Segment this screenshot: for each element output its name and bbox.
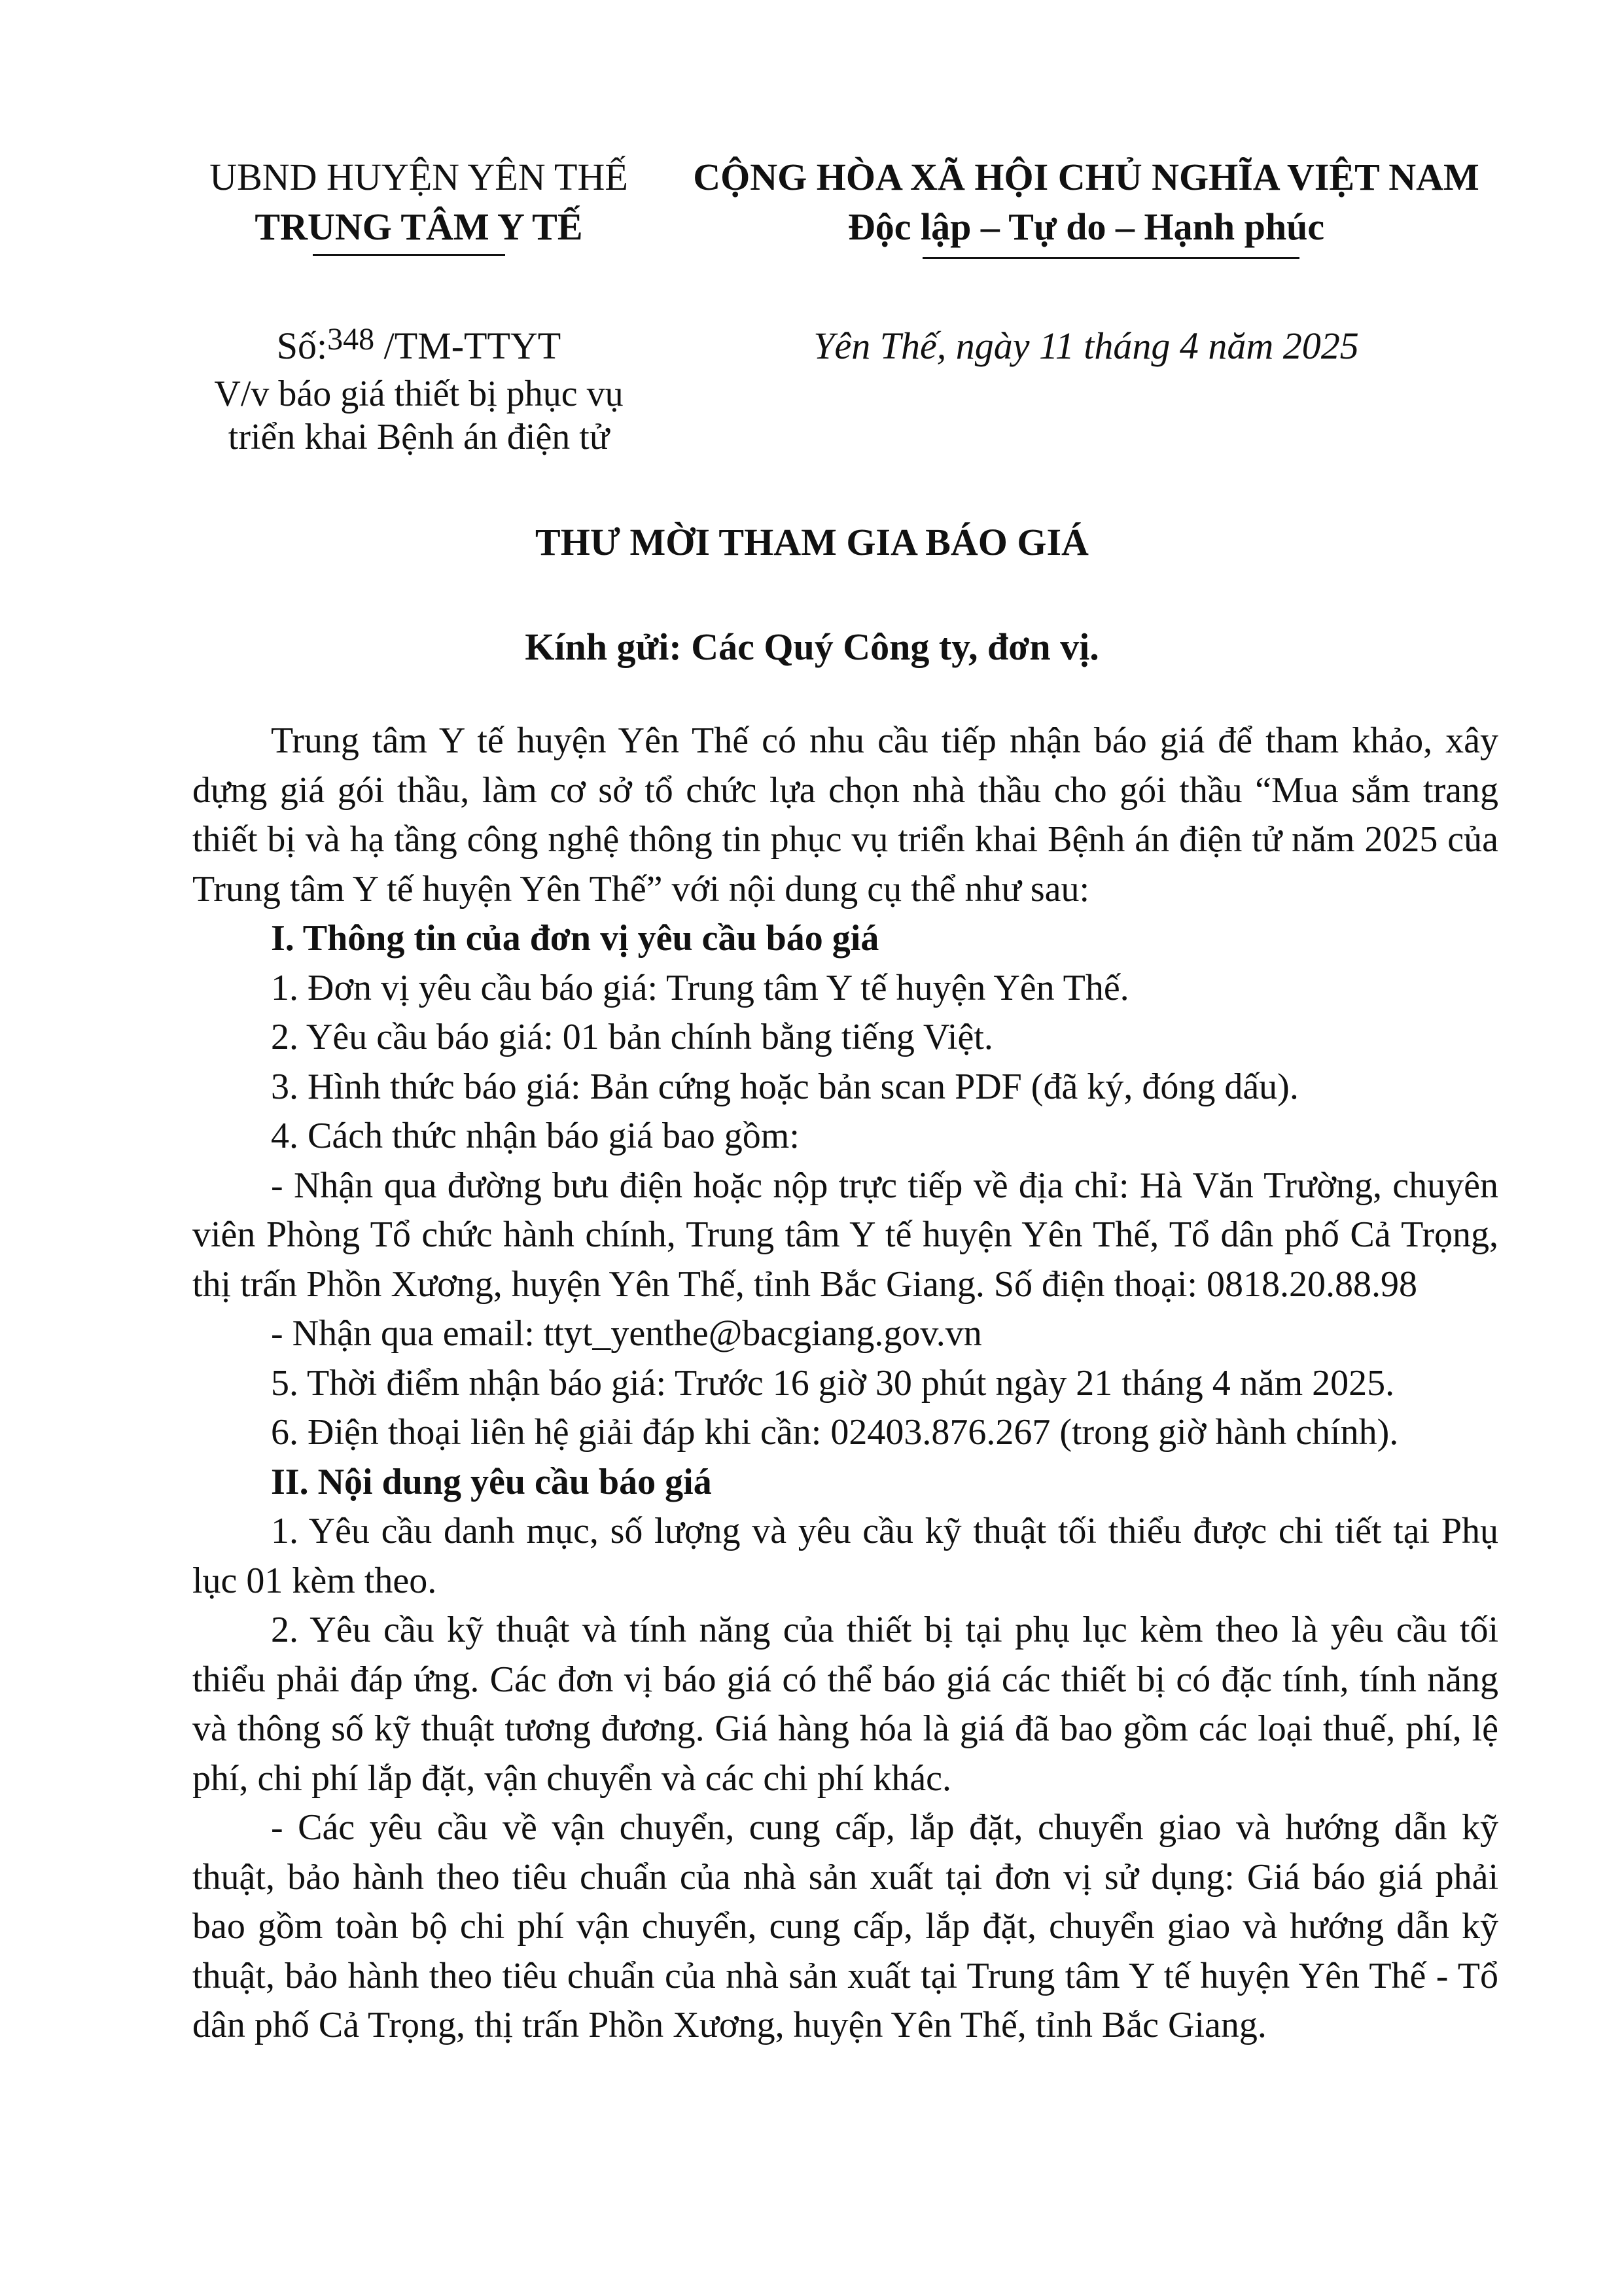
doc-subject-line1: V/v báo giá thiết bị phục vụ [214, 374, 624, 414]
doc-number-suffix: /TM-TTYT [383, 325, 561, 367]
section-2-item-1: 1. Yêu cầu danh mục, số lượng và yêu cầu kỹ thuật tối thiểu được chi tiết tại Phụ lục 01 kèm theo. [192, 1511, 1498, 1601]
agency-unit: TRUNG TÂM Y TẾ [255, 205, 583, 248]
section-2-heading: II. Nội dung yêu cầu báo giá [271, 1461, 712, 1502]
section-1-item-1: 1. Đơn vị yêu cầu báo giá: Trung tâm Y tế huyện Yên Thế. [271, 967, 1129, 1008]
intro-paragraph: Trung tâm Y tế huyện Yên Thế có nhu cầu tiếp nhận báo giá để tham khảo, xây dựng giá gói thầu, làm cơ sở tổ chức lựa chọn nhà thầu cho gói thầu “Mua sắm trang thiết bị và hạ tầng công nghệ thông tin phục vụ triển khai Bệnh án điện tử năm 2025 của Trung tâm Y tế huyện Yên Thế” với nội dung cụ thể như sau: [192, 720, 1498, 910]
recipient-line: Kính gửi: Các Quý Công ty, đơn vị. [525, 626, 1099, 668]
agency-name: UBND HUYỆN YÊN THẾ [209, 156, 628, 198]
agency-underline [313, 254, 505, 256]
section-1-item-3: 3. Hình thức báo giá: Bản cứng hoặc bản scan PDF (đã ký, đóng dấu). [271, 1066, 1299, 1107]
place-date: Yên Thế, ngày 11 tháng 4 năm 2025 [813, 325, 1359, 367]
section-1-item-4-address: - Nhận qua đường bưu điện hoặc nộp trực tiếp về địa chỉ: Hà Văn Trường, chuyên viên Phòng Tổ chức hành chính, Trung tâm Y tế huyện Yên Thế, Tổ dân phố Cả Trọng, thị trấn Phồn Xương, huyện Yên Thế, tỉnh Bắc Giang. Số điện thoại: 0818.20.88.98 [192, 1165, 1498, 1305]
section-1-item-4-email: - Nhận qua email: ttyt_yenthe@bacgiang.gov.vn [271, 1313, 982, 1354]
nation-motto: Độc lập – Tự do – Hạnh phúc [847, 205, 1325, 248]
section-2-item-2: 2. Yêu cầu kỹ thuật và tính năng của thiết bị tại phụ lục kèm theo là yêu cầu tối thiểu phải đáp ứng. Các đơn vị báo giá có thể báo giá các thiết bị có đặc tính, tính năng và thông số kỹ thuật tương đương. Giá hàng hóa là giá đã bao gồm các loại thuế, phí, lệ phí, chi phí lắp đặt, vận chuyển và các chi phí khác. [192, 1610, 1498, 1799]
nation-title: CỘNG HÒA XÃ HỘI CHỦ NGHĨA VIỆT NAM [693, 156, 1479, 198]
section-1-item-4: 4. Cách thức nhận báo giá bao gồm: [271, 1116, 800, 1156]
section-1-item-6: 6. Điện thoại liên hệ giải đáp khi cần: 02403.876.267 (trong giờ hành chính). [271, 1412, 1399, 1453]
section-1-heading: I. Thông tin của đơn vị yêu cầu báo giá [271, 918, 879, 959]
motto-underline [923, 257, 1299, 259]
doc-number [170, 321, 667, 374]
letter-body [192, 716, 1498, 2051]
section-1-item-2: 2. Yêu cầu báo giá: 01 bản chính bằng tiếng Việt. [271, 1017, 993, 1057]
section-2-item-3: - Các yêu cầu về vận chuyển, cung cấp, lắp đặt, chuyển giao và hướng dẫn kỹ thuật, bảo hành theo tiêu chuẩn của nhà sản xuất tại đơn vị sử dụng: Giá báo giá phải bao gồm toàn bộ chi phí vận chuyển, cung cấp, lắp đặt, chuyển giao và hướng dẫn kỹ thuật, bảo hành theo tiêu chuẩn của nhà sản xuất tại Trung tâm Y tế huyện Yên Thế - Tổ dân phố Cả Trọng, thị trấn Phồn Xương, huyện Yên Thế, tỉnh Bắc Giang. [192, 1807, 1498, 2045]
section-1-item-5: 5. Thời điểm nhận báo giá: Trước 16 giờ 30 phút ngày 21 tháng 4 năm 2025. [271, 1362, 1395, 1404]
doc-number-prefix: Số: [276, 325, 328, 367]
document-title: THƯ MỜI THAM GIA BÁO GIÁ [535, 521, 1089, 563]
doc-number-value: 348 [327, 322, 375, 357]
doc-subject-line2: triển khai Bệnh án điện tử [228, 417, 610, 457]
